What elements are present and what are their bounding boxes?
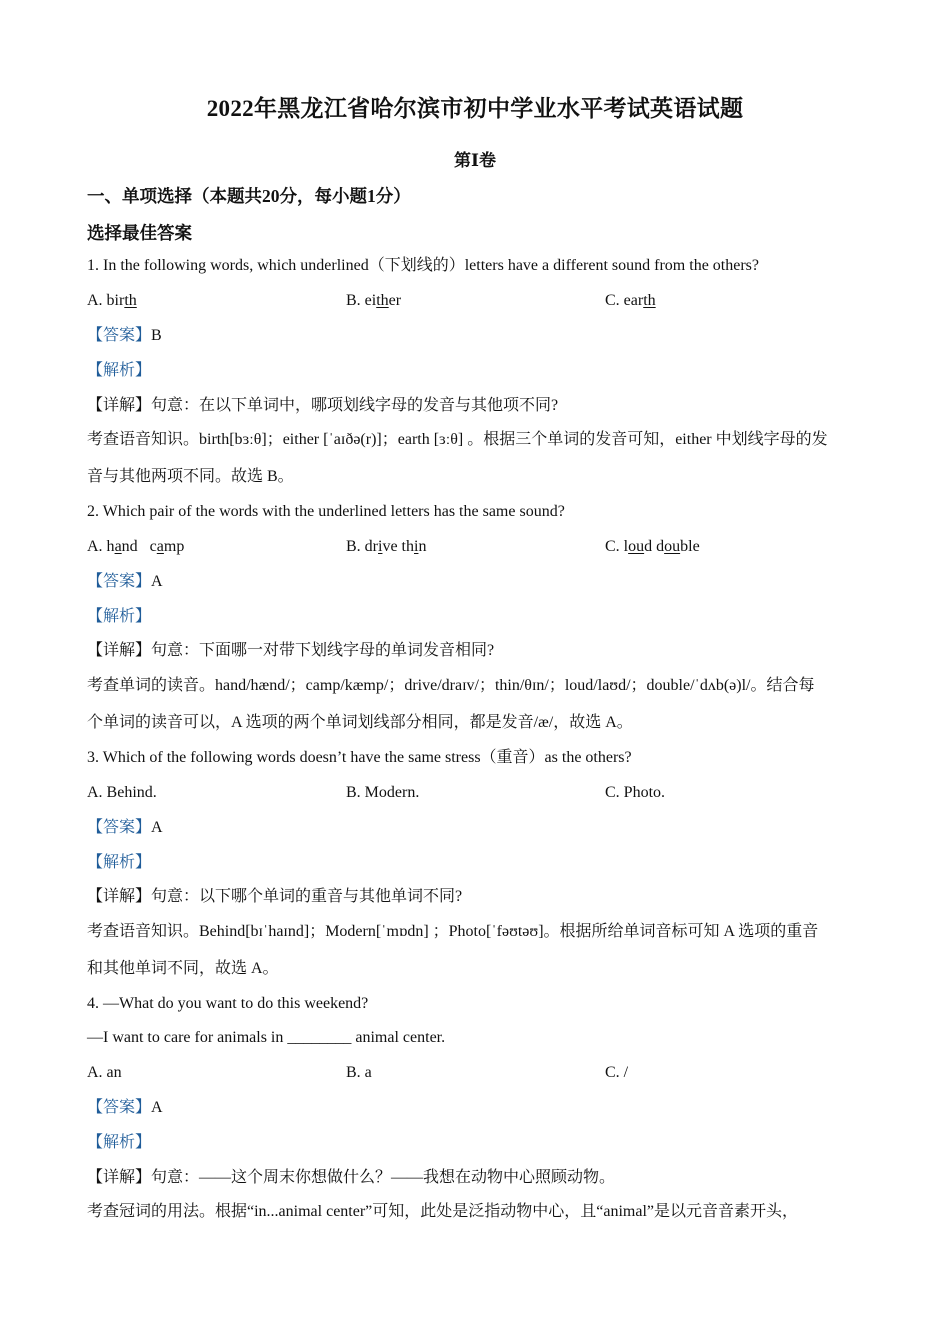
analysis-tag: 【解析】 — [87, 608, 152, 625]
q4-option-c: C. / — [605, 1064, 629, 1081]
analysis-tag: 【解析】 — [87, 1134, 152, 1151]
detail-tag: 【详解】 — [87, 397, 152, 414]
page-title: 2022年黑龙江省哈尔滨市初中学业水平考试英语试题 — [206, 96, 744, 121]
q3-option-b: B. Modern. — [346, 784, 420, 801]
q1-option-b: B. either — [346, 292, 402, 309]
q3-detail: 【详解】句意：以下哪个单词的重音与其他单词不同? — [87, 888, 463, 905]
q3-explanation-line-1: 考查语音知识。Behind[bɪˈhaɪnd]；Modern[ˈmɒdn] ；Photo[ˈfəʊtəʊ]。根据所给单词音标可知 A 选项的重音 — [87, 923, 819, 940]
q4-analysis — [87, 1133, 151, 1153]
analysis-tag: 【解析】 — [87, 854, 152, 871]
detail-tag: 【详解】 — [87, 888, 152, 905]
q4-explanation-line-1: 考查冠词的用法。根据“in...animal center”可知，此处是泛指动物中心，且“animal”是以元音音素开头， — [87, 1203, 799, 1220]
analysis-tag: 【解析】 — [87, 362, 152, 379]
subsection-heading: 选择最佳答案 — [87, 223, 192, 243]
q4-stem-line-2: —I want to care for animals in ________ animal center. — [87, 1029, 446, 1046]
q1-explanation-line-1: 考查语音知识。birth[bɜːθ]；either [ˈaɪðə(r)]；earth [ɜːθ] 。根据三个单词的发音可知，either 中划线字母的发 — [87, 431, 828, 448]
q4-answer: 【答案】A — [87, 1099, 163, 1116]
q3-answer: 【答案】A — [87, 819, 163, 836]
q2-answer: 【答案】A — [87, 573, 163, 590]
q1-analysis — [87, 361, 151, 381]
answer-tag: 【答案】 — [87, 819, 152, 836]
q4-option-a: A. an — [87, 1064, 122, 1081]
q1-detail: 【详解】句意：在以下单词中，哪项划线字母的发音与其他项不同? — [87, 397, 559, 414]
q3-stem: 3. Which of the following words doesn’t have the same stress（重音）as the others? — [87, 749, 632, 766]
q1-stem: 1. In the following words, which underlined（下划线的）letters have a different sound from the others? — [87, 257, 759, 274]
q4-stem-line-1: 4. —What do you want to do this weekend? — [87, 995, 369, 1012]
q3-analysis — [87, 853, 151, 873]
q1-option-a: A. birth — [87, 292, 137, 309]
q2-stem: 2. Which pair of the words with the underlined letters has the same sound? — [87, 503, 565, 520]
q2-option-c: C. loud double — [605, 538, 700, 555]
q4-option-b: B. a — [346, 1064, 372, 1081]
q2-analysis — [87, 607, 151, 627]
answer-tag: 【答案】 — [87, 573, 152, 590]
q4-detail: 【详解】句意：——这个周末你想做什么？——我想在动物中心照顾动物。 — [87, 1169, 616, 1186]
volume-heading: 第Ⅰ卷 — [454, 151, 496, 170]
answer-tag: 【答案】 — [87, 327, 152, 344]
detail-tag: 【详解】 — [87, 1169, 152, 1186]
q2-explanation-line-1: 考查单词的读音。hand/hænd/；camp/kæmp/；drive/draɪv/；thin/θɪn/；loud/laʊd/；double/ˈdʌb(ə)l/。结合每 — [87, 677, 815, 694]
q1-explanation-line-2: 音与其他两项不同。故选 B。 — [87, 468, 294, 485]
q1-answer: 【答案】B — [87, 327, 162, 344]
q3-option-c: C. Photo. — [605, 784, 666, 801]
q2-option-a: A. hand camp — [87, 538, 185, 555]
answer-tag: 【答案】 — [87, 1099, 152, 1116]
q2-option-b: B. drive thin — [346, 538, 427, 555]
q2-detail: 【详解】句意：下面哪一对带下划线字母的单词发音相同? — [87, 642, 495, 659]
detail-tag: 【详解】 — [87, 642, 152, 659]
q3-explanation-line-2: 和其他单词不同，故选 A。 — [87, 960, 279, 977]
q3-option-a: A. Behind. — [87, 784, 157, 801]
q2-explanation-line-2: 个单词的读音可以，A 选项的两个单词划线部分相同，都是发音/æ/，故选 A。 — [87, 714, 633, 731]
q1-option-c: C. earth — [605, 292, 656, 309]
section-heading: 一、单项选择（本题共20分，每小题1分） — [87, 186, 411, 206]
